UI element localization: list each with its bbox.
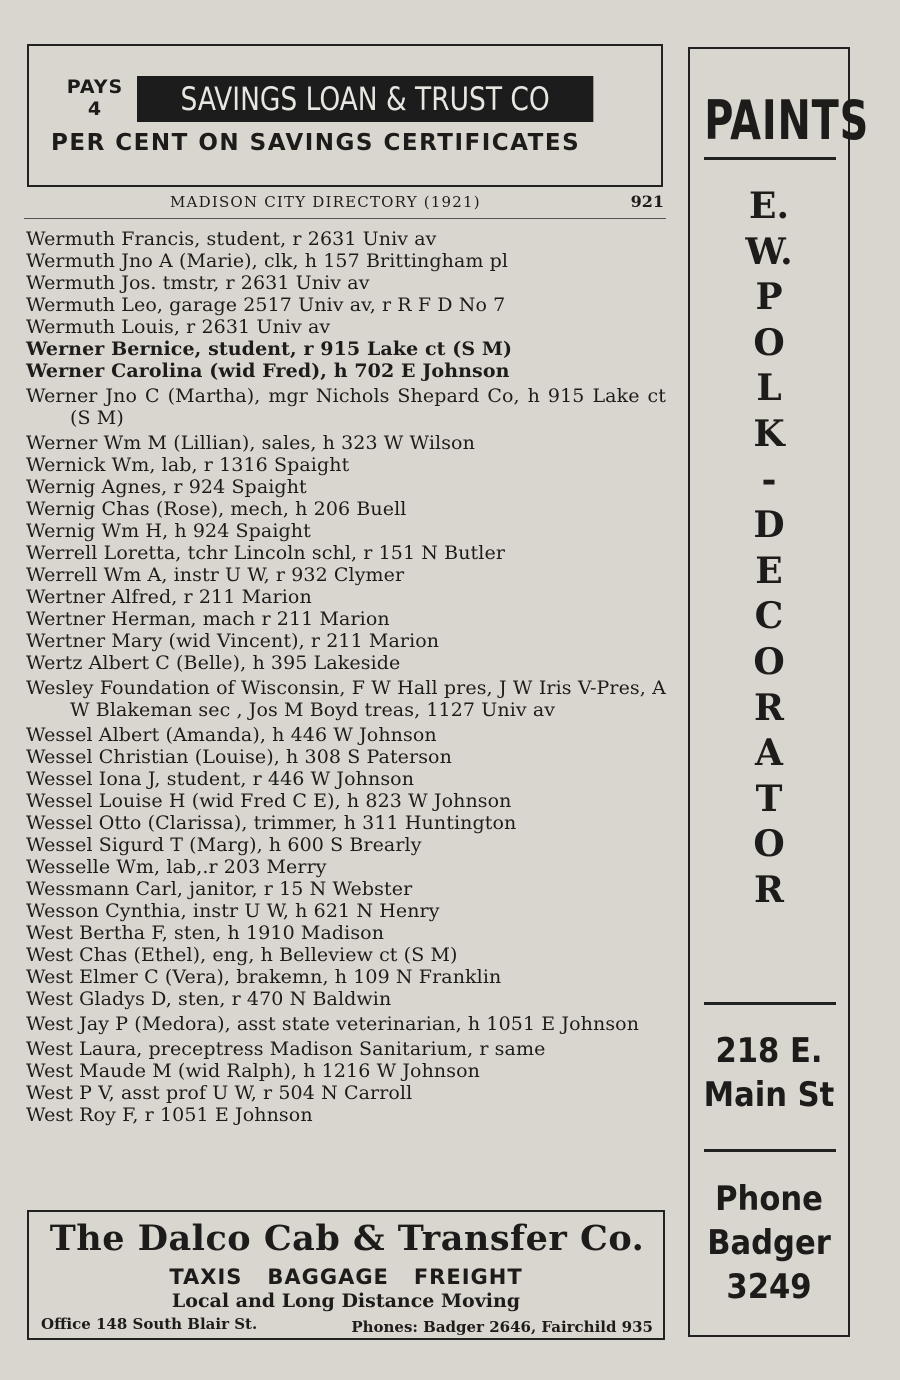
- directory-entry: Wermuth Jno A (Marie), clk, h 157 Brittingham pl: [26, 250, 509, 272]
- directory-entry: Wernig Agnes, r 924 Spaight: [26, 476, 307, 498]
- decorator-letter: W.: [745, 230, 793, 273]
- directory-entry: Wesson Cynthia, instr U W, h 621 N Henry: [26, 900, 440, 922]
- directory-entry: West Gladys D, sten, r 470 N Baldwin: [26, 988, 392, 1010]
- directory-entry: Wessel Albert (Amanda), h 446 W Johnson: [26, 724, 437, 746]
- directory-entry: Wernig Chas (Rose), mech, h 206 Buell: [26, 498, 407, 520]
- decorator-phone: [690, 1177, 848, 1309]
- cab-office-address: Office 148 South Blair St.: [41, 1315, 258, 1333]
- address-line-1: 218 E.: [715, 1031, 823, 1071]
- directory-entry: Wermuth Louis, r 2631 Univ av: [26, 316, 331, 338]
- cab-phone-numbers: Phones: Badger 2646, Fairchild 935: [351, 1318, 653, 1336]
- savings-bank-advertisement: [27, 44, 663, 187]
- paints-decorator-advertisement: [688, 47, 870, 1337]
- divider: [704, 157, 836, 160]
- directory-entry: Wessel Louise H (wid Fred C E), h 823 W Johnson: [26, 790, 512, 812]
- directory-entry: Wessel Sigurd T (Marg), h 600 S Brearly: [26, 834, 422, 856]
- directory-entry: Wessel Christian (Louise), h 308 S Paterson: [26, 746, 452, 768]
- divider: [704, 1149, 836, 1152]
- decorator-letter: O: [753, 321, 785, 364]
- cab-company-name: The Dalco Cab & Transfer Co.: [49, 1218, 645, 1259]
- directory-entry: Wessel Iona J, student, r 446 W Johnson: [26, 768, 415, 790]
- divider: [704, 1002, 836, 1005]
- decorator-address: [690, 1029, 848, 1117]
- page-number: 921: [630, 192, 664, 211]
- interest-rate: 4: [87, 98, 103, 120]
- directory-entry: Werrell Wm A, instr U W, r 932 Clymer: [26, 564, 405, 586]
- directory-entry: Wesselle Wm, lab,.r 203 Merry: [26, 856, 327, 878]
- directory-entry: Wermuth Leo, garage 2517 Univ av, r R F D No 7: [26, 294, 506, 316]
- decorator-letter: P: [755, 276, 783, 319]
- directory-entry: Werner Bernice, student, r 915 Lake ct (S M): [26, 338, 513, 360]
- bank-name-banner: SAVINGS LOAN & TRUST CO: [137, 76, 593, 122]
- directory-entry: West Elmer C (Vera), brakemn, h 109 N Franklin: [26, 966, 502, 988]
- cab-services: TAXIS BAGGAGE FREIGHT: [169, 1265, 523, 1289]
- directory-listing: [26, 228, 666, 1126]
- directory-entry: West Bertha F, sten, h 1910 Madison: [26, 922, 385, 944]
- decorator-letter: O: [753, 823, 785, 866]
- decorator-letter: E.: [749, 185, 789, 227]
- directory-entry: West P V, asst prof U W, r 504 N Carroll: [26, 1082, 413, 1104]
- directory-entry: Wessmann Carl, janitor, r 15 N Webster: [26, 878, 413, 900]
- directory-entry: Wessel Otto (Clarissa), trimmer, h 311 Huntington: [26, 812, 517, 834]
- pays-label: PAYS: [66, 76, 124, 98]
- paints-heading: PAINTS: [704, 89, 870, 152]
- decorator-letter: E: [755, 549, 783, 592]
- phone-line-1: Phone: [715, 1179, 823, 1219]
- directory-entry: West Roy F, r 1051 E Johnson: [26, 1104, 313, 1126]
- directory-entry: Wertner Alfred, r 211 Marion: [26, 586, 312, 608]
- cab-moving-line: Local and Long Distance Moving: [171, 1290, 521, 1312]
- decorator-letter: A: [755, 732, 783, 775]
- savings-tagline: PER CENT ON SAVINGS CERTIFICATES: [51, 130, 581, 156]
- running-header: [24, 190, 666, 219]
- directory-entry: Werrell Loretta, tchr Lincoln schl, r 151 N Butler: [26, 542, 505, 564]
- pays-rate-block: [55, 76, 135, 120]
- decorator-letter: R: [754, 868, 784, 911]
- directory-entry: West Jay P (Medora), asst state veterinarian, h 1051 E Johnson: [26, 1013, 640, 1035]
- directory-entry: Wernig Wm H, h 924 Spaight: [26, 520, 311, 542]
- decorator-letter: D: [753, 504, 785, 547]
- directory-entry: Wesley Foundation of Wisconsin, F W Hall pres, J W Iris V-Pres, A W Blakeman sec , Jos M Boyd treas, 1127 Univ av: [26, 677, 666, 721]
- decorator-letter: O: [753, 640, 785, 683]
- cab-company-advertisement: [27, 1210, 665, 1340]
- directory-entry: West Maude M (wid Ralph), h 1216 W Johnson: [26, 1060, 480, 1082]
- phone-line-2: Badger: [707, 1223, 831, 1263]
- decorator-letter: -: [761, 458, 777, 501]
- directory-entry: Werner Jno C (Martha), mgr Nichols Shepard Co, h 915 Lake ct (S M): [26, 385, 666, 429]
- decorator-letter: R: [754, 686, 784, 729]
- directory-entry: Wernick Wm, lab, r 1316 Spaight: [26, 454, 350, 476]
- directory-entry: Wermuth Francis, student, r 2631 Univ av: [26, 228, 437, 250]
- directory-entry: Wermuth Jos. tmstr, r 2631 Univ av: [26, 272, 370, 294]
- directory-entry: Werner Wm M (Lillian), sales, h 323 W Wilson: [26, 432, 475, 454]
- decorator-letter: K: [753, 412, 785, 455]
- directory-entry: West Laura, preceptress Madison Sanitarium, r same: [26, 1038, 546, 1060]
- directory-entry: Wertner Herman, mach r 211 Marion: [26, 608, 390, 630]
- directory-entry: West Chas (Ethel), eng, h Belleview ct (S M): [26, 944, 458, 966]
- decorator-letter: T: [755, 777, 783, 820]
- phone-line-3: 3249: [726, 1267, 812, 1307]
- directory-entry: Wertz Albert C (Belle), h 395 Lakeside: [26, 652, 401, 674]
- decorator-letter: C: [754, 595, 784, 638]
- directory-title: MADISON CITY DIRECTORY (1921): [170, 193, 481, 211]
- decorator-name-vertical: [690, 184, 848, 914]
- address-line-2: Main St: [703, 1075, 835, 1115]
- directory-entry: Werner Carolina (wid Fred), h 702 E Johnson: [26, 360, 510, 382]
- decorator-letter: L: [756, 367, 782, 410]
- directory-entry: Wertner Mary (wid Vincent), r 211 Marion: [26, 630, 440, 652]
